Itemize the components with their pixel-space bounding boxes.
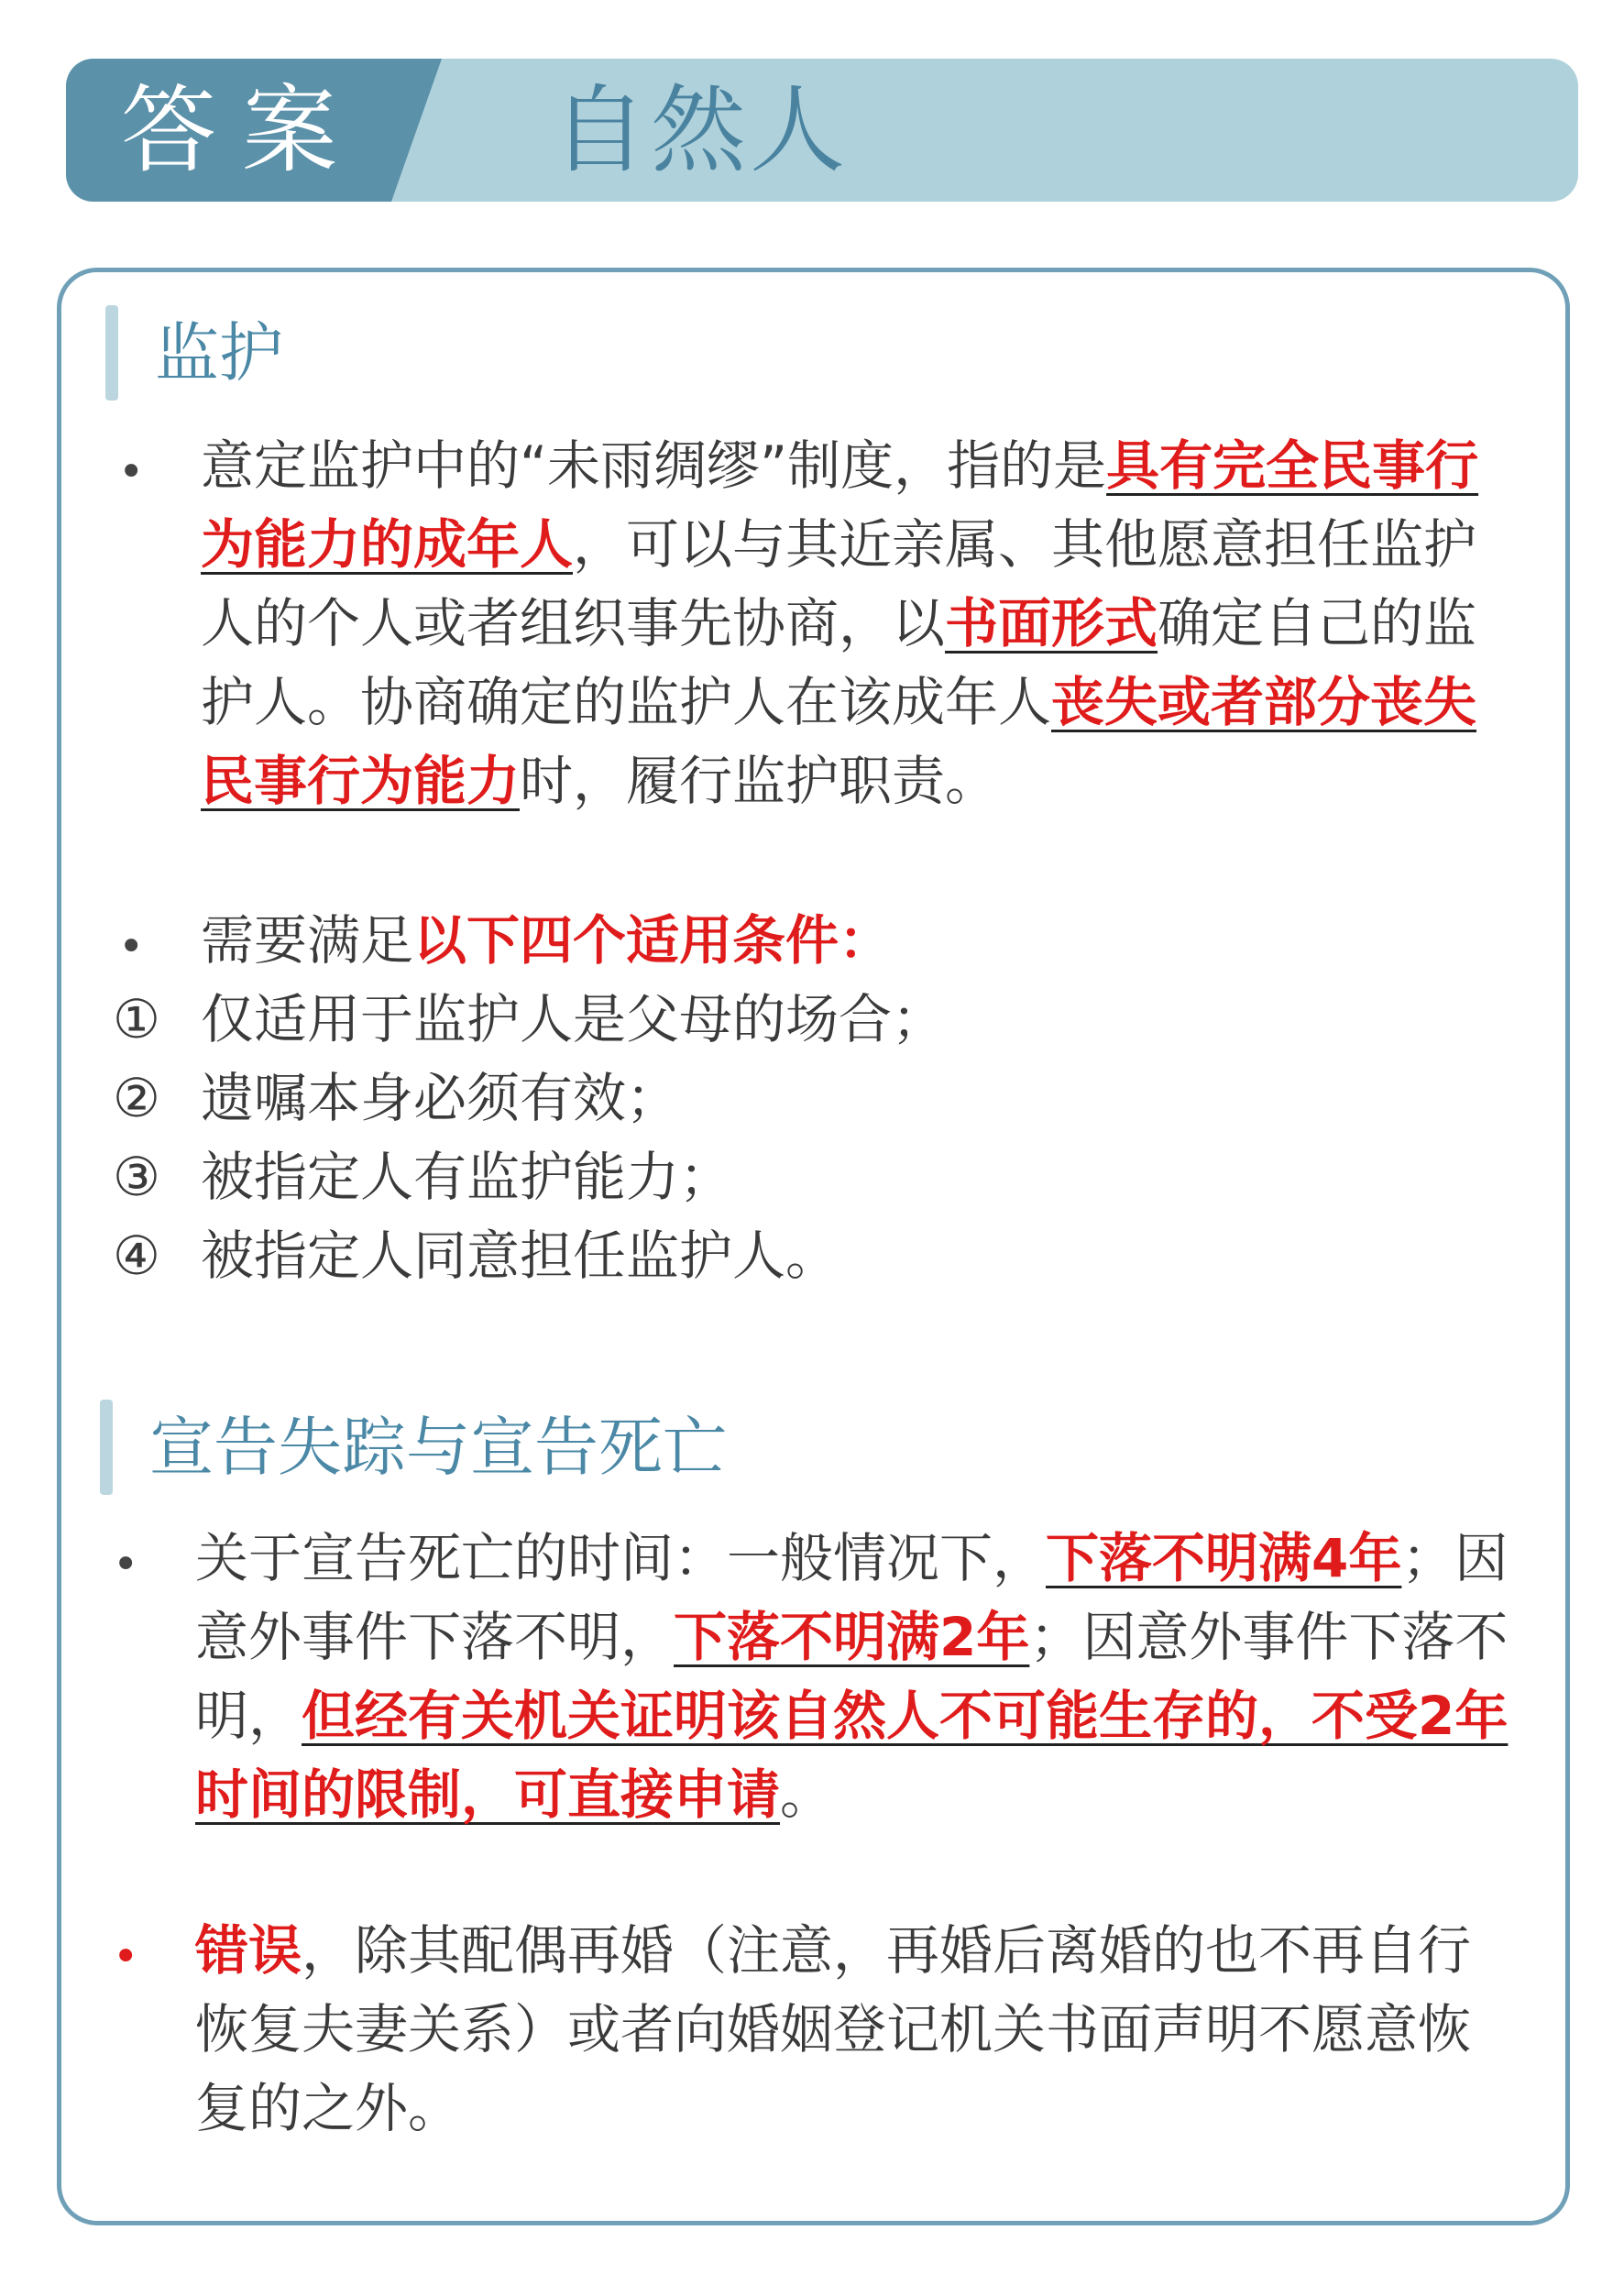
answer-header xyxy=(66,59,1578,202)
paragraph-voluntary-guardianship xyxy=(201,426,1520,820)
bullet-icon: • xyxy=(118,446,145,498)
bullet-icon: • xyxy=(118,921,145,972)
paragraph-conditions-intro xyxy=(201,901,1520,980)
section-title: 宣告失踪与宣告死亡 xyxy=(149,1410,727,1485)
condition-number: ① xyxy=(113,988,160,1050)
page-title: 自然人 xyxy=(552,74,850,186)
condition-item: 被指定人有监护能力； xyxy=(201,1146,733,1208)
section-title: 监护 xyxy=(155,315,283,390)
highlight-text: 但经有关机关证明该自然人不可能生存的，不受2年时间的限制，可直接申请 xyxy=(195,1685,1509,1826)
answer-tag-label: 答案 xyxy=(121,74,364,186)
bullet-icon: • xyxy=(113,1931,139,1983)
condition-number: ④ xyxy=(113,1225,160,1287)
paragraph-marriage-error xyxy=(195,1911,1520,2148)
heading-accent-bar xyxy=(105,305,118,401)
error-label: 错误 xyxy=(195,1919,302,1982)
content-card xyxy=(57,268,1570,2225)
section-heading-missing-death xyxy=(100,1400,727,1495)
highlight-text: 书面形式 xyxy=(945,592,1158,654)
bullet-icon: • xyxy=(113,1539,139,1590)
text-run: ；因意外事件下落不明， xyxy=(195,1527,1509,1668)
text-run: 关于宣告死亡的时间：一般情况下， xyxy=(195,1527,1047,1589)
heading-accent-bar xyxy=(100,1400,113,1495)
text-run: 时，履行监护职责。 xyxy=(520,750,999,812)
condition-item: 遗嘱本身必须有效； xyxy=(201,1067,680,1129)
section-heading-guardianship xyxy=(105,305,283,401)
text-run: ；因意外事件下落不明， xyxy=(195,1606,1509,1747)
text-run: ，可以与其近亲属、其他愿意担任监护人的个人或者组织事先协商，以 xyxy=(201,513,1477,654)
condition-number: ② xyxy=(113,1067,160,1129)
text-run: 意定监护中的“未雨绸缪”制度，指的是 xyxy=(201,434,1107,497)
highlight-text: 下落不明满4年 xyxy=(1046,1527,1402,1589)
text-run: 确定自己的监护人。协商确定的监护人在该成年人 xyxy=(201,592,1477,733)
highlight-text: 以下四个适用条件： xyxy=(413,909,893,972)
condition-item: 仅适用于监护人是父母的场合； xyxy=(201,988,946,1050)
condition-number: ③ xyxy=(113,1146,160,1208)
paragraph-death-declaration xyxy=(195,1519,1520,1834)
highlight-text: 丧失或者部分丧失民事行为能力 xyxy=(201,671,1477,812)
text-run: 需要满足 xyxy=(201,909,414,972)
condition-item: 被指定人同意担任监护人。 xyxy=(201,1225,839,1287)
text-run: ，除其配偶再婚（注意，再婚后离婚的也不再自行恢复夫妻关系）或者向婚姻登记机关书面声明不愿意恢复的之外。 xyxy=(195,1919,1472,2139)
highlight-text: 具有完全民事行为能力的成年人 xyxy=(201,434,1479,576)
highlight-text: 下落不明满2年 xyxy=(674,1606,1030,1668)
text-run: 。 xyxy=(780,1763,834,1826)
